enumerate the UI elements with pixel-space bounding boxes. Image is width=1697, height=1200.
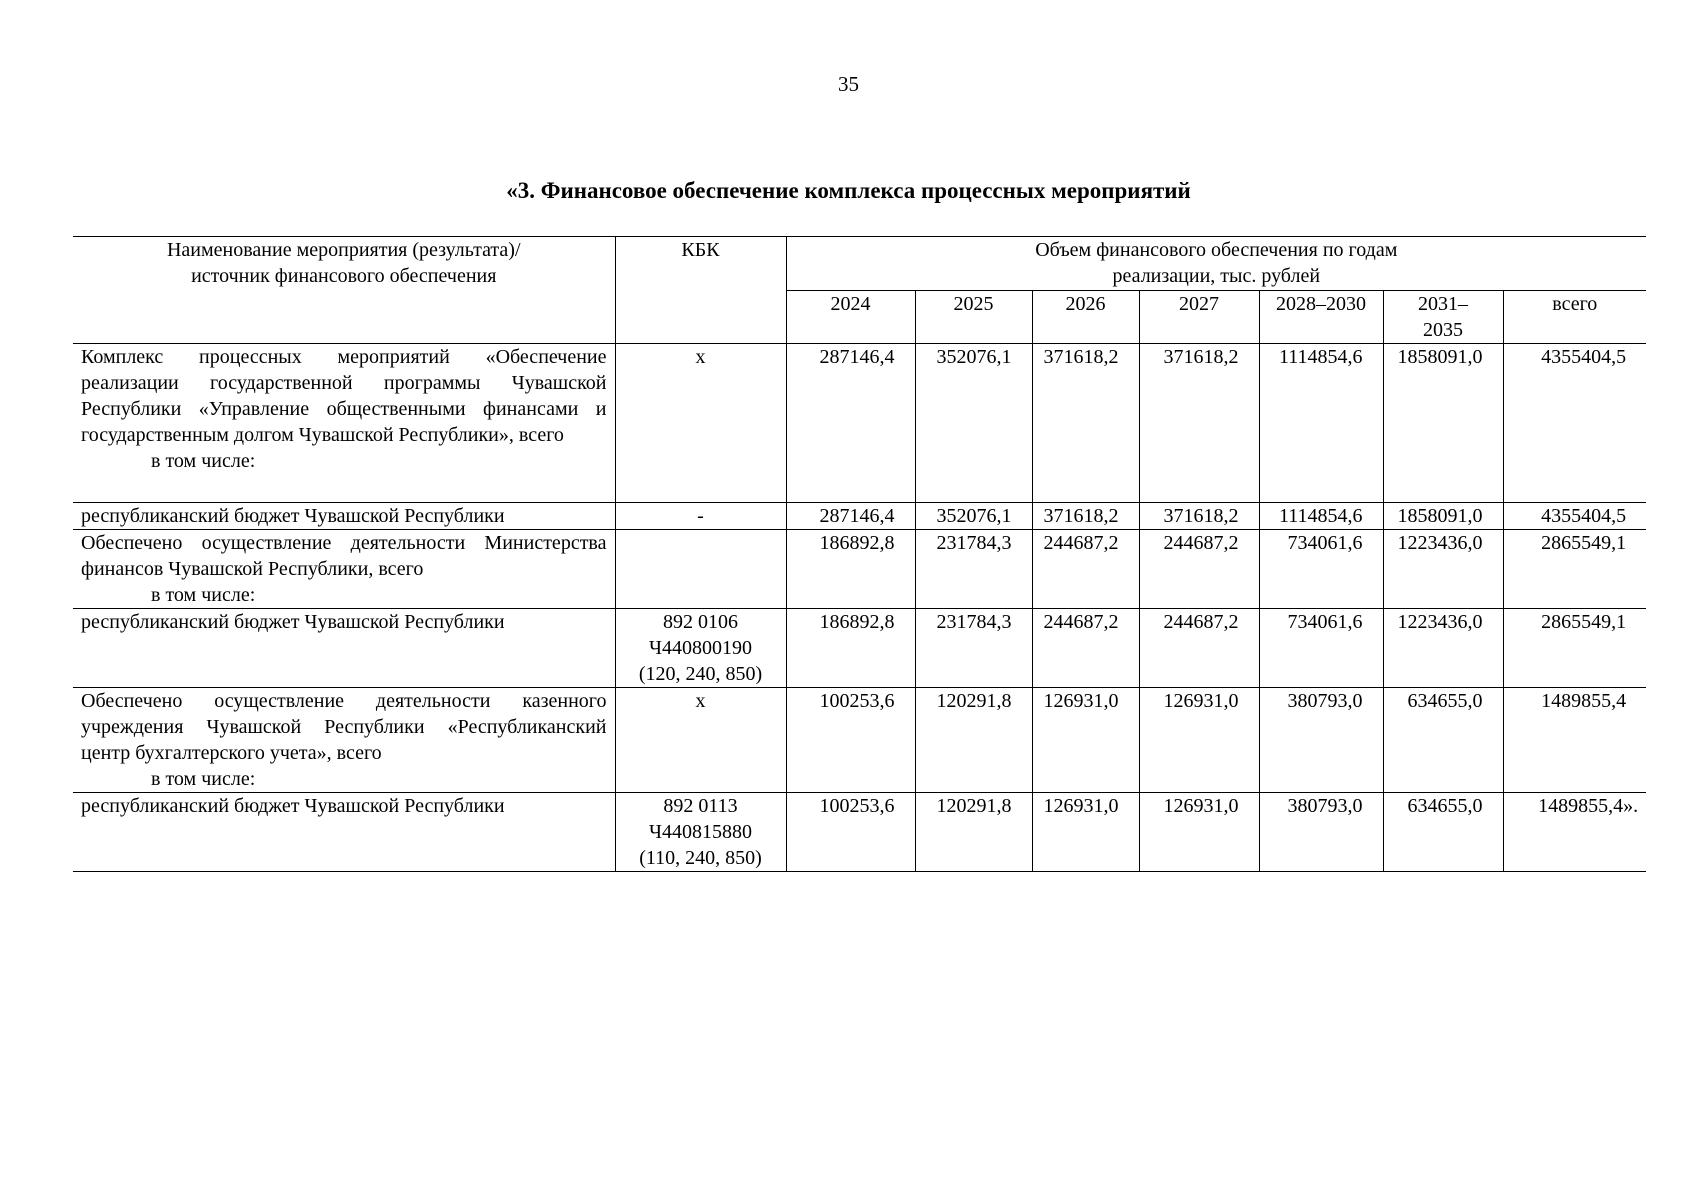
- row-value: 734061,6: [1259, 530, 1383, 609]
- row-value: 371618,2: [1139, 503, 1259, 530]
- row-kbk: -: [615, 503, 786, 530]
- row-value: 120291,8: [915, 793, 1032, 872]
- row-kbk: x: [615, 688, 786, 793]
- row-value: 1114854,6: [1259, 503, 1383, 530]
- row-sub: в том числе:: [151, 584, 256, 606]
- row-name: республиканский бюджет Чувашской Республики: [81, 611, 505, 633]
- row-value: 634655,0: [1383, 793, 1503, 872]
- row-kbk: 892 0113 Ч440815880 (110, 240, 850): [615, 793, 786, 872]
- row-value: 287146,4: [786, 503, 915, 530]
- row-value: 634655,0: [1383, 688, 1503, 793]
- row-value: 352076,1: [915, 503, 1032, 530]
- row-value: 186892,8: [786, 609, 915, 688]
- row-value: 287146,4: [786, 344, 915, 503]
- row-value: 352076,1: [915, 344, 1032, 503]
- row-value-total: 4355404,5: [1503, 503, 1646, 530]
- row-name: Обеспечено осуществление деятельности казенного учреждения Чувашской Республики «Республиканский центр бухгалтерского учета», всего: [81, 690, 607, 764]
- row-kbk: [615, 530, 786, 609]
- row-value-total: 2865549,1: [1503, 609, 1646, 688]
- row-value: 380793,0: [1259, 688, 1383, 793]
- row-value: 371618,2: [1032, 344, 1139, 503]
- header-year-total: всего: [1503, 291, 1646, 344]
- row-name: республиканский бюджет Чувашской Республики: [81, 795, 505, 817]
- row-value: 1223436,0: [1383, 530, 1503, 609]
- row-value: 371618,2: [1139, 344, 1259, 503]
- row-name: Обеспечено осуществление деятельности Министерства финансов Чувашской Республики, всего: [81, 532, 607, 580]
- row-kbk: 892 0106 Ч440800190 (120, 240, 850): [615, 609, 786, 688]
- page-number: 35: [838, 72, 859, 96]
- row-sub: в том числе:: [151, 768, 256, 790]
- row-name-cell: [73, 609, 615, 688]
- header-volume: Объем финансового обеспечения по годам реализации, тыс. рублей: [786, 237, 1646, 291]
- row-value: 1858091,0: [1383, 344, 1503, 503]
- section-title: «3. Финансовое обеспечение комплекса процессных мероприятий: [506, 178, 1191, 203]
- header-name: Наименование мероприятия (результата)/ источник финансового обеспечения: [73, 237, 615, 344]
- row-sub: в том числе:: [151, 450, 256, 472]
- row-value: 231784,3: [915, 609, 1032, 688]
- table-row: [73, 793, 1646, 872]
- row-name: республиканский бюджет Чувашской Республики: [81, 505, 505, 527]
- row-value-total: 4355404,5: [1503, 344, 1646, 503]
- row-value: 126931,0: [1139, 688, 1259, 793]
- table-row: [73, 503, 1646, 530]
- row-name-cell: [73, 688, 615, 793]
- header-year: 2026: [1032, 291, 1139, 344]
- row-value: 100253,6: [786, 688, 915, 793]
- row-value: 1223436,0: [1383, 609, 1503, 688]
- row-value: 244687,2: [1139, 609, 1259, 688]
- row-value: 244687,2: [1139, 530, 1259, 609]
- row-value: 126931,0: [1139, 793, 1259, 872]
- row-name: Комплекс процессных мероприятий «Обеспечение реализации государственной программы Чувашской Республики «Управление общественными финансами и государственным долгом Чувашской Республики», всего: [81, 346, 607, 446]
- table-row: [73, 609, 1646, 688]
- row-value: 126931,0: [1032, 793, 1139, 872]
- row-value: 126931,0: [1032, 688, 1139, 793]
- header-year: 2031–2035: [1383, 291, 1503, 344]
- table-row: [73, 688, 1646, 793]
- row-value-total: 2865549,1: [1503, 530, 1646, 609]
- financing-table: [73, 236, 1646, 872]
- header-year: 2028–2030: [1259, 291, 1383, 344]
- row-name-cell: [73, 503, 615, 530]
- row-name-cell: [73, 793, 615, 872]
- row-name-cell: [73, 344, 615, 503]
- row-value: 734061,6: [1259, 609, 1383, 688]
- row-value-total: 1489855,4: [1503, 688, 1646, 793]
- header-year: 2027: [1139, 291, 1259, 344]
- row-value: 120291,8: [915, 688, 1032, 793]
- header-year: 2025: [915, 291, 1032, 344]
- header-year: 2024: [786, 291, 915, 344]
- row-value: 244687,2: [1032, 609, 1139, 688]
- row-value: 371618,2: [1032, 503, 1139, 530]
- row-value: 100253,6: [786, 793, 915, 872]
- row-value-total: 1489855,4».: [1503, 793, 1646, 872]
- table-row: [73, 344, 1646, 503]
- row-value: 380793,0: [1259, 793, 1383, 872]
- row-value: 231784,3: [915, 530, 1032, 609]
- row-value: 186892,8: [786, 530, 915, 609]
- row-value: 1114854,6: [1259, 344, 1383, 503]
- row-name-cell: [73, 530, 615, 609]
- row-value: 244687,2: [1032, 530, 1139, 609]
- row-kbk: x: [615, 344, 786, 503]
- header-kbk: КБК: [615, 237, 786, 344]
- row-value: 1858091,0: [1383, 503, 1503, 530]
- table-row: [73, 530, 1646, 609]
- header-row: [73, 237, 1646, 291]
